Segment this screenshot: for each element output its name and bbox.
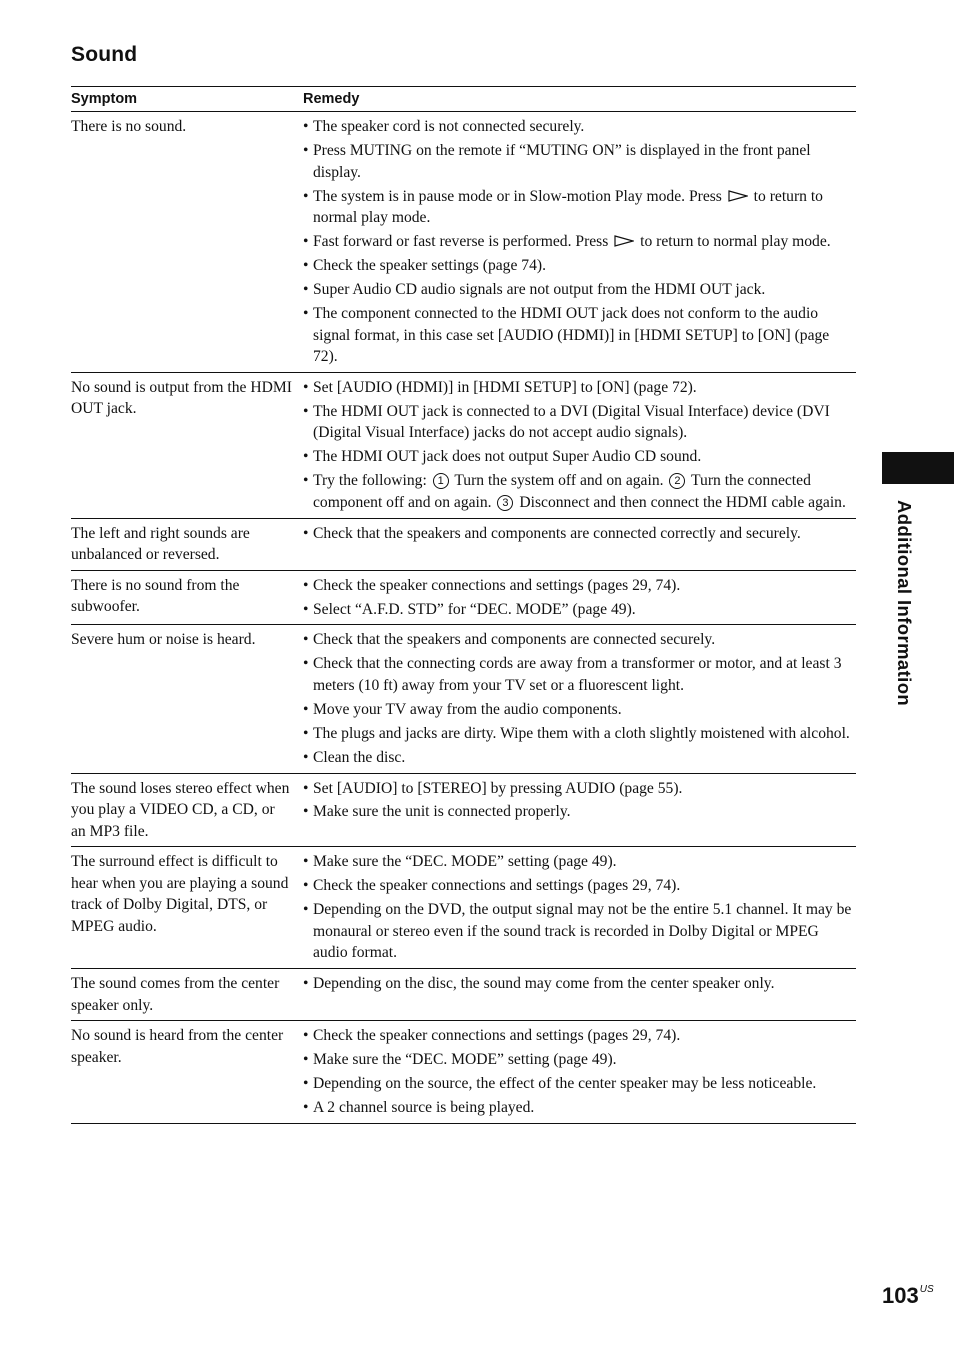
remedy-list	[303, 1025, 856, 1119]
page-number	[882, 1283, 934, 1309]
symptom-column-header: Symptom	[71, 87, 303, 112]
remedy-cell	[303, 625, 856, 773]
symptom-cell: The left and right sounds are unbalanced or reversed.	[71, 518, 303, 570]
remedy-cell	[303, 969, 856, 1021]
remedy-item: • Check that the connecting cords are away from a transformer or motor, and at least 3 meters (10 ft) away from your TV set or a fluorescent light.	[303, 653, 856, 696]
remedy-list	[303, 973, 856, 995]
remedy-list	[303, 116, 856, 368]
remedy-item: • Depending on the source, the effect of the center speaker may be less noticeable.	[303, 1073, 856, 1095]
symptom-cell: The sound comes from the center speaker only.	[71, 969, 303, 1021]
table-row	[71, 1021, 856, 1124]
remedy-item	[303, 231, 856, 253]
table-row	[71, 847, 856, 969]
table-body	[71, 112, 856, 1124]
remedy-text: to return to normal play mode.	[313, 187, 823, 227]
symptom-cell: No sound is heard from the center speaker.	[71, 1021, 303, 1124]
remedy-cell	[303, 847, 856, 969]
step-text: Disconnect and then connect the HDMI cable again.	[519, 494, 846, 512]
step-number-icon: 1	[433, 473, 449, 489]
remedy-cell	[303, 773, 856, 847]
remedy-cell	[303, 570, 856, 625]
remedy-item: • The component connected to the HDMI OUT jack does not conform to the audio signal format, in this case set [AUDIO (HDMI)] in [HDMI SETUP] to [ON] (page 72).	[303, 303, 856, 368]
table-row	[71, 625, 856, 773]
remedy-item: • Check the speaker settings (page 74).	[303, 255, 856, 277]
remedy-cell	[303, 372, 856, 518]
page-number-value: 103	[882, 1283, 919, 1308]
remedy-item: • Make sure the unit is connected properly.	[303, 801, 856, 823]
troubleshooting-table	[71, 86, 856, 1124]
page-number-suffix: US	[919, 1284, 934, 1295]
remedy-item: • Super Audio CD audio signals are not output from the HDMI OUT jack.	[303, 279, 856, 301]
remedy-item: • Check the speaker connections and settings (pages 29, 74).	[303, 1025, 856, 1047]
remedy-list	[303, 629, 856, 768]
step-text: Turn the connected component off and on again.	[313, 472, 811, 512]
remedy-item: • Depending on the disc, the sound may come from the center speaker only.	[303, 973, 856, 995]
remedy-item: • Check that the speakers and components are connected correctly and securely.	[303, 523, 856, 545]
remedy-column-header: Remedy	[303, 87, 856, 112]
remedy-item: • Check the speaker connections and settings (pages 29, 74).	[303, 575, 856, 597]
remedy-item: • Make sure the “DEC. MODE” setting (page 49).	[303, 851, 856, 873]
table-header-row	[71, 87, 856, 112]
remedy-item: • Select “A.F.D. STD” for “DEC. MODE” (page 49).	[303, 599, 856, 621]
step-number-icon: 2	[669, 473, 685, 489]
remedy-list	[303, 575, 856, 621]
remedy-list	[303, 377, 856, 514]
troubleshooting-table-container	[71, 86, 856, 1124]
remedy-item: • Check the speaker connections and settings (pages 29, 74).	[303, 875, 856, 897]
remedy-list	[303, 851, 856, 964]
remedy-text: Fast forward or fast reverse is performed. Press	[313, 233, 613, 251]
table-row	[71, 372, 856, 518]
remedy-item: • Move your TV away from the audio components.	[303, 699, 856, 721]
table-row	[71, 570, 856, 625]
symptom-cell: The surround effect is difficult to hear when you are playing a sound track of Dolby Digital, DTS, or MPEG audio.	[71, 847, 303, 969]
remedy-item: • Press MUTING on the remote if “MUTING ON” is displayed in the front panel display.	[303, 140, 856, 183]
table-row	[71, 773, 856, 847]
symptom-cell: No sound is output from the HDMI OUT jack.	[71, 372, 303, 518]
page-title: Sound	[71, 43, 138, 66]
table-row	[71, 518, 856, 570]
section-tab-label: Additional Information	[894, 500, 915, 707]
remedy-list	[303, 778, 856, 824]
remedy-cell	[303, 112, 856, 373]
remedy-text: Try the following:	[313, 472, 431, 490]
play-icon	[728, 187, 748, 199]
remedy-item: • A 2 channel source is being played.	[303, 1097, 856, 1119]
play-icon	[614, 232, 634, 244]
symptom-cell: There is no sound.	[71, 112, 303, 373]
remedy-item: • The HDMI OUT jack does not output Super Audio CD sound.	[303, 446, 856, 468]
remedy-item: • Set [AUDIO (HDMI)] in [HDMI SETUP] to [ON] (page 72).	[303, 377, 856, 399]
remedy-item: • Check that the speakers and components are connected securely.	[303, 629, 856, 651]
symptom-cell: Severe hum or noise is heard.	[71, 625, 303, 773]
table-row	[71, 969, 856, 1021]
remedy-item	[303, 186, 856, 229]
step-number-icon: 3	[497, 495, 513, 511]
remedy-item: • Make sure the “DEC. MODE” setting (page 49).	[303, 1049, 856, 1071]
remedy-item: • Depending on the DVD, the output signal may not be the entire 5.1 channel. It may be monaural or stereo even if the sound track is recorded in Dolby Digital or MPEG audio format.	[303, 899, 856, 964]
remedy-item: • Set [AUDIO] to [STEREO] by pressing AUDIO (page 55).	[303, 778, 856, 800]
remedy-cell	[303, 518, 856, 570]
symptom-cell: There is no sound from the subwoofer.	[71, 570, 303, 625]
remedy-item: • The HDMI OUT jack is connected to a DVI (Digital Visual Interface) device (DVI (Digital Visual Interface) jacks do not accept audio signals).	[303, 401, 856, 444]
table-row	[71, 112, 856, 373]
step-text: Turn the system off and on again.	[454, 472, 664, 490]
remedy-item: • The speaker cord is not connected securely.	[303, 116, 856, 138]
remedy-text: to return to normal play mode.	[636, 233, 831, 251]
remedy-list	[303, 523, 856, 545]
remedy-item: • The plugs and jacks are dirty. Wipe them with a cloth slightly moistened with alcohol.	[303, 723, 856, 745]
remedy-text: The system is in pause mode or in Slow-motion Play mode. Press	[313, 187, 726, 205]
remedy-item: • Clean the disc.	[303, 747, 856, 769]
section-tab-marker	[882, 452, 954, 484]
remedy-item	[303, 470, 856, 513]
remedy-cell	[303, 1021, 856, 1124]
symptom-cell: The sound loses stereo effect when you play a VIDEO CD, a CD, or an MP3 file.	[71, 773, 303, 847]
